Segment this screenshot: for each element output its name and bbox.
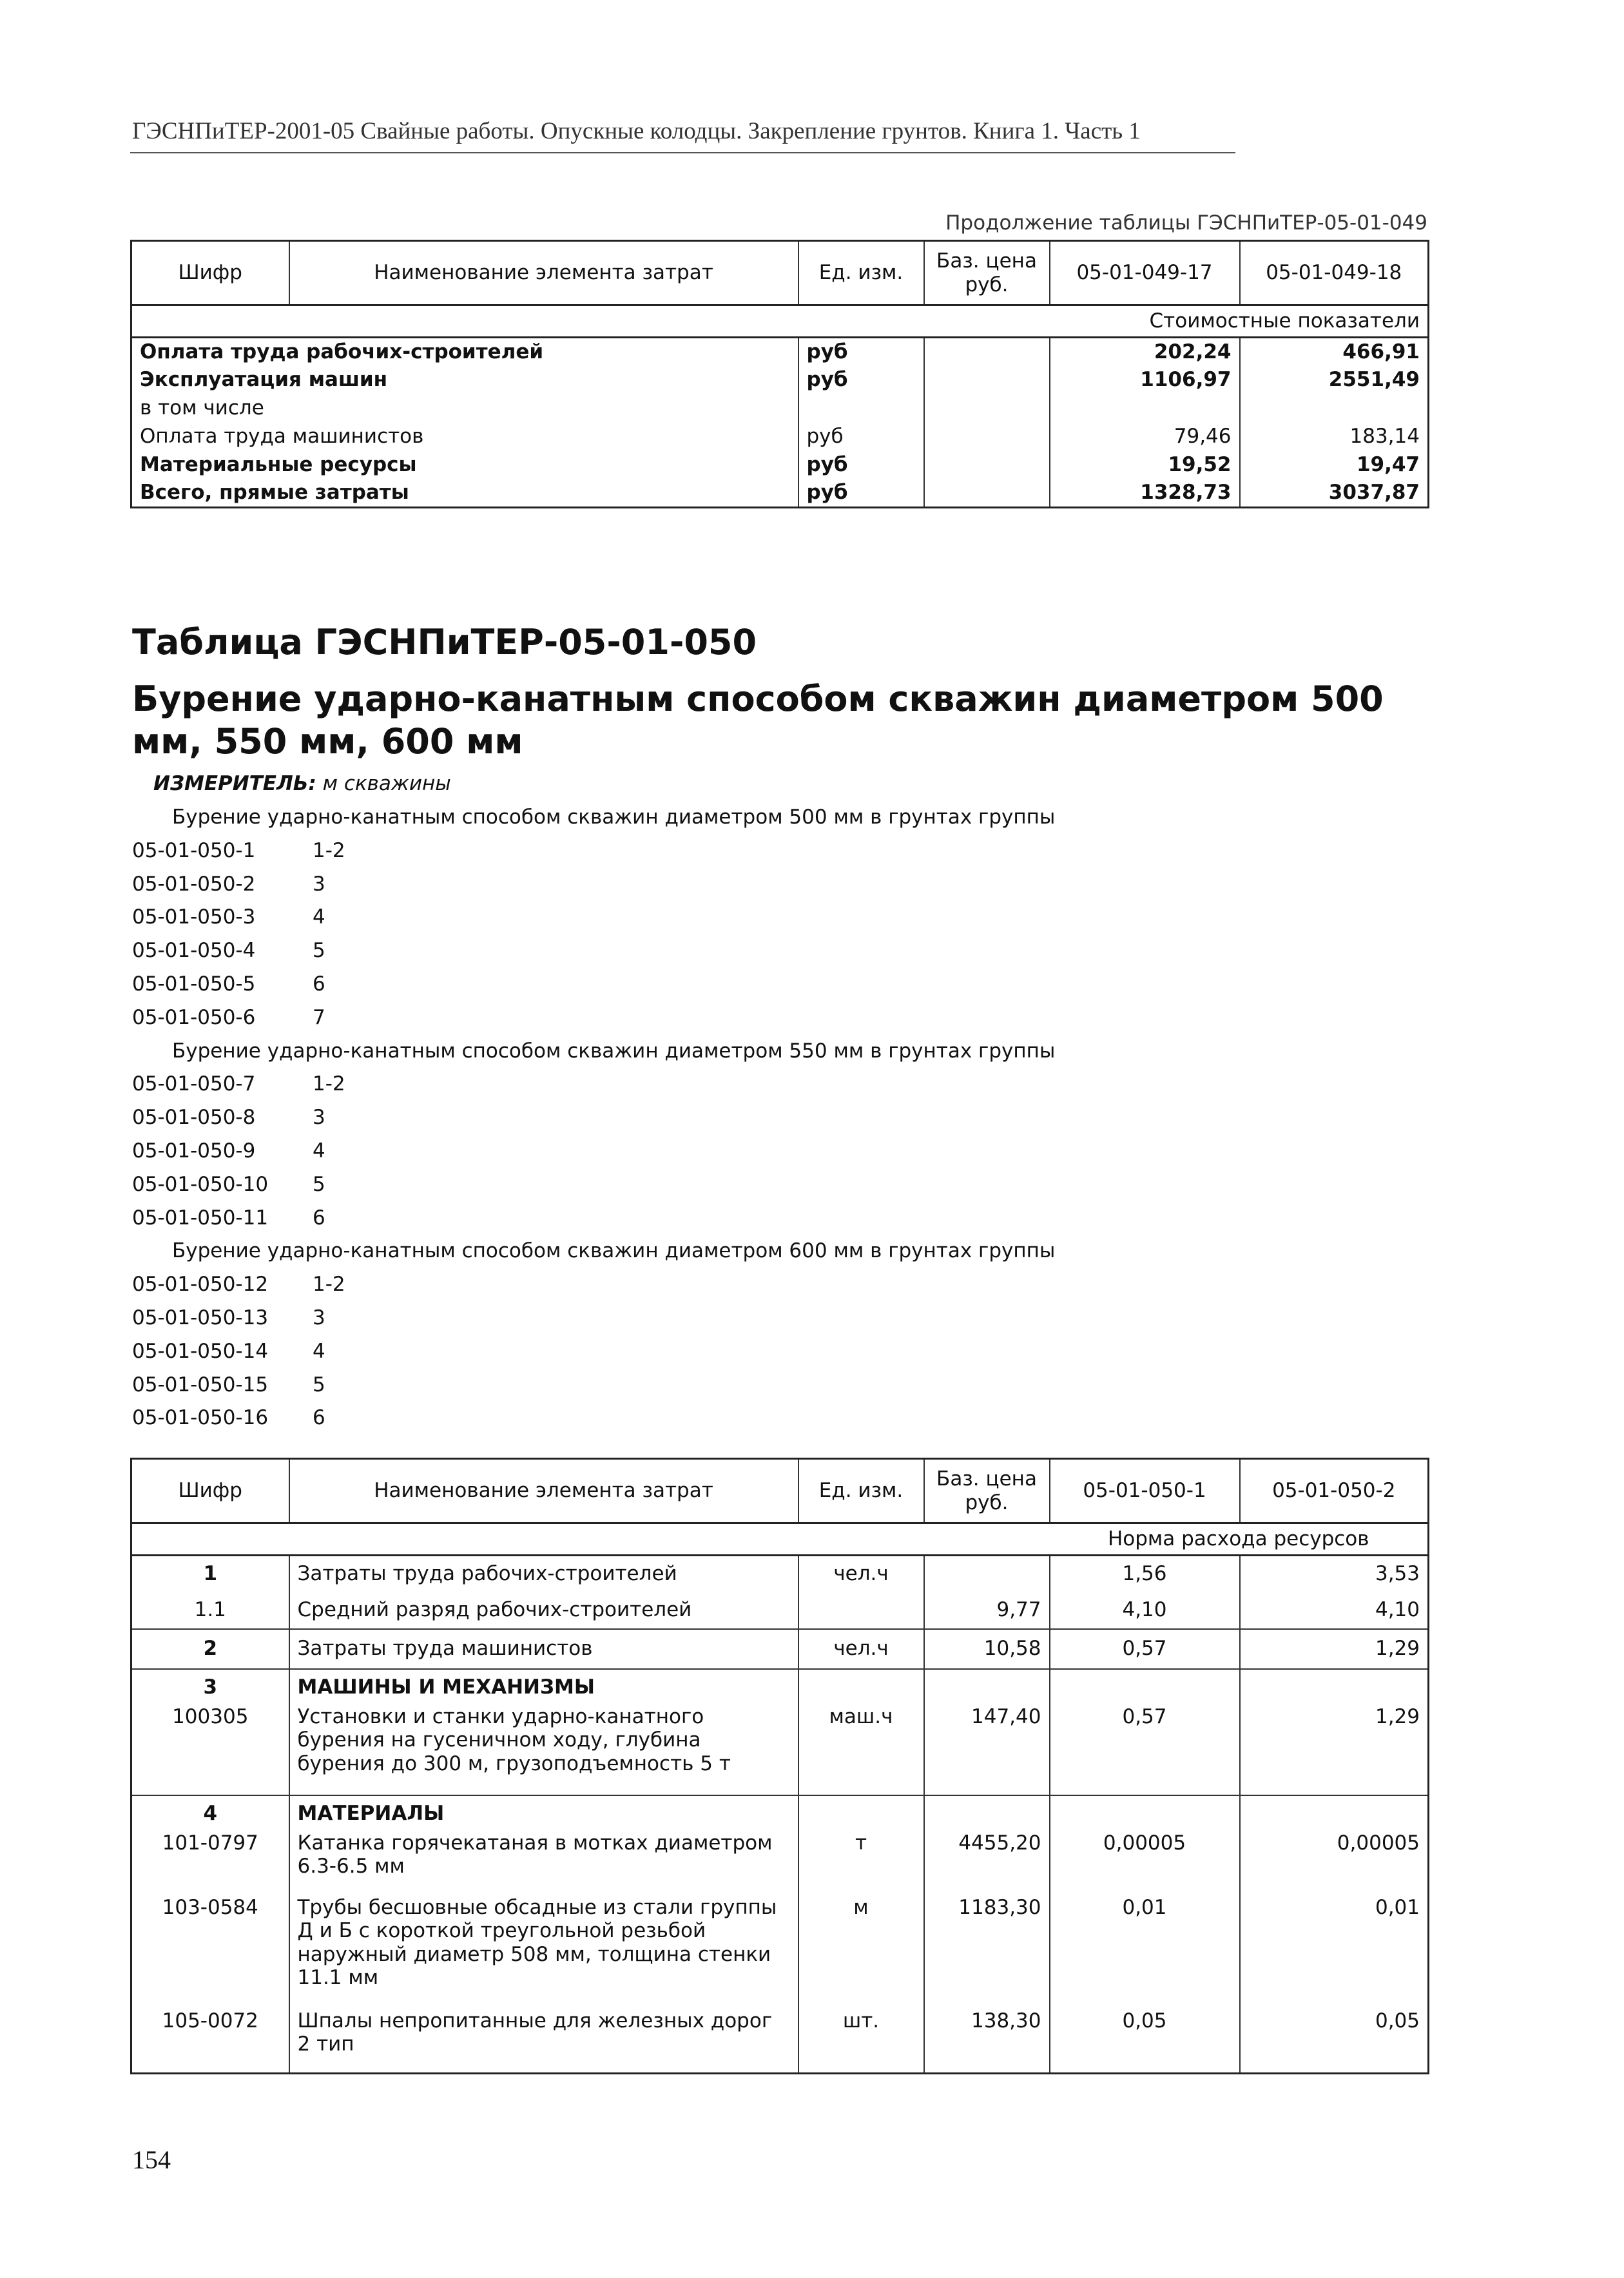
row-price: 1183,30 (924, 1896, 1050, 2009)
list-item (132, 1340, 1228, 1373)
row-code: 101-0797 (131, 1831, 289, 1896)
item-code: 05-01-050-8 (132, 1106, 256, 1130)
row-value-2: 3037,87 (1328, 481, 1420, 505)
item-group: 3 (313, 872, 325, 896)
item-code: 05-01-050-5 (132, 972, 256, 996)
item-code: 05-01-050-3 (132, 905, 256, 929)
table-row (131, 1669, 1429, 1705)
row-value-1: 1106,97 (1050, 366, 1240, 394)
row-value-1: 79,46 (1050, 423, 1240, 451)
row-name: Оплата труда рабочих-строителей (131, 338, 798, 366)
row-name: Средний разряд рабочих-строителей (289, 1592, 798, 1629)
group-heading: Бурение ударно-канатным способом скважин диаметром 600 мм в грунтах группы (172, 1239, 1056, 1263)
item-group: 3 (313, 1306, 325, 1329)
header-price: Баз. цена руб. (924, 241, 1050, 305)
table-subtitle: Бурение ударно-канатным способом скважин диаметром 500 мм, 550 мм, 600 мм (132, 679, 1384, 762)
item-group: 6 (313, 1406, 325, 1430)
row-price: 10,58 (924, 1629, 1050, 1669)
row-unit: чел.ч (798, 1556, 924, 1592)
item-code: 05-01-050-4 (132, 939, 256, 963)
row-value-1: 0,00005 (1050, 1831, 1240, 1896)
row-value-1: 0,01 (1050, 1896, 1240, 2009)
header-rule (130, 152, 1235, 153)
header-col2: 05-01-049-18 (1240, 241, 1429, 305)
row-unit: маш.ч (798, 1705, 924, 1795)
row-name: Оплата труда машинистов (131, 423, 798, 451)
table1-subheader: Стоимостные показатели (131, 305, 1429, 338)
table-row (131, 394, 1429, 423)
row-code: 2 (131, 1629, 289, 1669)
group-heading: Бурение ударно-канатным способом скважин диаметром 500 мм в грунтах группы (172, 806, 1056, 829)
list-item (132, 1072, 1228, 1106)
item-code: 05-01-050-16 (132, 1406, 269, 1430)
header-price: Баз. цена руб. (924, 1459, 1050, 1523)
row-value-2: 19,47 (1356, 453, 1420, 477)
row-code: 100305 (131, 1705, 289, 1795)
item-code: 05-01-050-15 (132, 1373, 269, 1396)
meter-value: м скважины (322, 772, 451, 795)
page-number: 154 (132, 2145, 171, 2174)
row-price: 147,40 (924, 1705, 1050, 1795)
row-name: МАШИНЫ И МЕХАНИЗМЫ (289, 1669, 798, 1705)
row-name: Трубы бесшовные обсадные из стали группы Д и Б с короткой треугольной резьбой наружный диаметр 508 мм, толщина стенки 11.1 мм (289, 1896, 798, 2009)
row-name: Установки и станки ударно-канатного бурения на гусеничном ходу, глубина бурения до 300 м, грузоподъемность 5 т (289, 1705, 798, 1795)
row-value-2: 0,00005 (1337, 1831, 1420, 1855)
item-group: 1-2 (313, 1072, 345, 1096)
item-code: 05-01-050-12 (132, 1273, 269, 1297)
item-group: 4 (313, 905, 325, 929)
item-group: 6 (313, 972, 325, 996)
table-row (131, 1705, 1429, 1795)
table-row (131, 2009, 1429, 2074)
row-value-2: 0,05 (1375, 2009, 1420, 2032)
row-value-1: 4,10 (1050, 1592, 1240, 1629)
item-group: 7 (313, 1005, 325, 1029)
table-row (131, 423, 1429, 451)
item-code: 05-01-050-13 (132, 1306, 269, 1329)
row-code: 1.1 (131, 1592, 289, 1629)
table2-subheader: Норма расхода ресурсов (1050, 1523, 1429, 1556)
row-code: 105-0072 (131, 2009, 289, 2074)
row-name: Эксплуатация машин (131, 366, 798, 394)
item-code: 05-01-050-7 (132, 1072, 256, 1096)
row-value-2: 1,29 (1375, 1704, 1420, 1728)
table-row (131, 1831, 1429, 1896)
table-row (131, 1556, 1429, 1592)
row-value-2: 3,53 (1375, 1562, 1420, 1586)
row-unit: м (798, 1896, 924, 2009)
row-unit: т (798, 1831, 924, 1896)
item-code: 05-01-050-6 (132, 1005, 256, 1029)
row-name: в том числе (131, 394, 798, 423)
row-code: 103-0584 (131, 1896, 289, 2009)
row-unit: руб (798, 451, 924, 479)
resource-table-050 (130, 1458, 1429, 2074)
item-code: 05-01-050-2 (132, 872, 256, 896)
row-price: 9,77 (924, 1592, 1050, 1629)
table-row (131, 479, 1429, 508)
header-col1: 05-01-049-17 (1050, 241, 1240, 305)
row-unit: чел.ч (798, 1629, 924, 1669)
row-price: 138,30 (924, 2009, 1050, 2074)
row-value-1: 19,52 (1050, 451, 1240, 479)
row-value-1: 0,57 (1050, 1629, 1240, 1669)
table-row (131, 338, 1429, 366)
row-name: Шпалы непропитанные для железных дорог 2 тип (289, 2009, 798, 2074)
row-unit (798, 1592, 924, 1629)
header-col1: 05-01-050-1 (1050, 1459, 1240, 1523)
list-item (132, 1273, 1228, 1306)
row-name: Материальные ресурсы (131, 451, 798, 479)
table-row (131, 451, 1429, 479)
list-item (132, 972, 1228, 1006)
table-row (131, 1896, 1429, 2009)
row-unit: шт. (798, 2009, 924, 2074)
row-value-2: 466,91 (1342, 340, 1420, 363)
row-value-2: 2551,49 (1328, 368, 1420, 392)
row-code: 4 (131, 1795, 289, 1831)
row-value-1: 1328,73 (1050, 479, 1240, 508)
list-item (132, 1139, 1228, 1173)
meter-label: ИЗМЕРИТЕЛЬ: (153, 772, 316, 795)
running-header: ГЭСНПиТЕР-2001-05 Свайные работы. Опускные колодцы. Закрепление грунтов. Книга 1. Часть 1 (132, 118, 1141, 144)
item-group: 6 (313, 1206, 325, 1230)
item-group: 5 (313, 939, 325, 963)
list-item (132, 1373, 1228, 1407)
meter-line (153, 772, 451, 795)
header-unit: Ед. изм. (798, 241, 924, 305)
row-name: Затраты труда машинистов (289, 1629, 798, 1669)
row-value-2: 183,14 (1349, 425, 1420, 449)
row-value-1: 0,57 (1050, 1705, 1240, 1795)
header-name: Наименование элемента затрат (289, 1459, 798, 1523)
header-unit: Ед. изм. (798, 1459, 924, 1523)
row-value-2: 4,10 (1375, 1598, 1420, 1622)
row-code: 1 (131, 1556, 289, 1592)
list-item (132, 839, 1228, 873)
row-name: Затраты труда рабочих-строителей (289, 1556, 798, 1592)
row-unit: руб (798, 479, 924, 508)
list-item (132, 1206, 1228, 1240)
row-value-1: 202,24 (1050, 338, 1240, 366)
header-name: Наименование элемента затрат (289, 241, 798, 305)
list-item (132, 939, 1228, 972)
item-group: 4 (313, 1339, 325, 1363)
row-price: 4455,20 (924, 1831, 1050, 1896)
header-col2: 05-01-050-2 (1240, 1459, 1429, 1523)
row-value-1: 1,56 (1050, 1556, 1240, 1592)
item-code: 05-01-050-11 (132, 1206, 269, 1230)
list-item (132, 1173, 1228, 1206)
item-code: 05-01-050-1 (132, 838, 256, 862)
header-code: Шифр (131, 1459, 289, 1523)
table-row (131, 1795, 1429, 1831)
item-code: 05-01-050-14 (132, 1339, 269, 1363)
continuation-caption: Продолжение таблицы ГЭСНПиТЕР-05-01-049 (945, 211, 1427, 235)
row-price (924, 1556, 1050, 1592)
table-title: Таблица ГЭСНПиТЕР-05-01-050 (132, 622, 757, 662)
item-code: 05-01-050-9 (132, 1139, 256, 1163)
row-name: Катанка горячекатаная в мотках диаметром 6.3-6.5 мм (289, 1831, 798, 1896)
table-row (131, 1629, 1429, 1669)
row-name: Всего, прямые затраты (131, 479, 798, 508)
group-heading: Бурение ударно-канатным способом скважин диаметром 550 мм в грунтах группы (172, 1039, 1056, 1063)
row-value-2: 1,29 (1240, 1629, 1429, 1669)
list-item (132, 873, 1228, 906)
header-code: Шифр (131, 241, 289, 305)
item-group: 1-2 (313, 1273, 345, 1297)
item-group: 3 (313, 1106, 325, 1130)
table-row (131, 1592, 1429, 1629)
item-group: 5 (313, 1172, 325, 1196)
row-name: МАТЕРИАЛЫ (289, 1795, 798, 1831)
list-item (132, 905, 1228, 939)
item-group: 5 (313, 1373, 325, 1396)
row-code: 3 (131, 1669, 289, 1705)
row-value-1: 0,05 (1050, 2009, 1240, 2074)
list-item (132, 1006, 1228, 1039)
list-item (132, 1106, 1228, 1139)
row-value-2: 0,01 (1375, 1895, 1420, 1919)
code-list (132, 806, 1228, 1440)
list-item (132, 1406, 1228, 1440)
item-group: 1-2 (313, 838, 345, 862)
list-item (132, 1306, 1228, 1340)
item-code: 05-01-050-10 (132, 1172, 269, 1196)
row-unit: руб (798, 423, 924, 451)
row-unit: руб (798, 338, 924, 366)
row-unit: руб (798, 366, 924, 394)
table-row (131, 366, 1429, 394)
cost-table-049 (130, 240, 1429, 508)
item-group: 4 (313, 1139, 325, 1163)
